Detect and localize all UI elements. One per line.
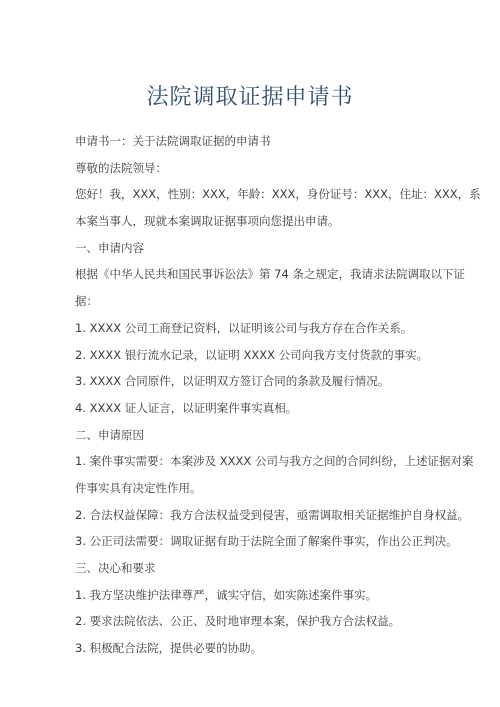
resolve-item-1: 1. 我方坚决维护法律尊严，诚实守信，如实陈述案件事实。	[75, 587, 378, 602]
request-item-2: 2. XXXX 银行流水记录，以证明 XXXX 公司向我方支付货款的事实。	[75, 347, 429, 362]
request-item-1: 1. XXXX 公司工商登记资料，以证明该公司与我方存在合作关系。	[75, 320, 413, 335]
section-heading-resolve: 三、决心和要求	[75, 561, 156, 575]
salutation: 尊敬的法院领导：	[75, 160, 167, 175]
request-intro-line-1: 根据《中华人民共和国民事诉讼法》第 74 条之规定，我请求法院调取以下证	[75, 267, 465, 282]
intro-line-1: 您好！我，XXX，性别：XXX，年龄：XXX，身份证号：XXX，住址：XXX，系	[75, 187, 481, 202]
reason-item-1-line-2: 件事实具有决定性作用。	[75, 480, 202, 495]
document-title: 法院调取证据申请书	[146, 85, 354, 110]
intro-line-2: 本案当事人，现就本案调取证据事项向您提出申请。	[75, 214, 340, 229]
salutation-heading: 申请书一：关于法院调取证据的申请书	[75, 134, 271, 148]
section-heading-reasons: 二、申请原因	[75, 427, 144, 442]
resolve-item-3: 3. 积极配合法院，提供必要的协助。	[75, 641, 263, 656]
section-heading-request: 一、申请内容	[75, 240, 144, 255]
reason-item-1-line-1: 1. 案件事实需要：本案涉及 XXXX 公司与我方之间的合同纠纷，上述证据对案	[75, 454, 474, 469]
document-body	[75, 128, 481, 662]
reason-item-2: 2. 合法权益保障：我方合法权益受到侵害，亟需调取相关证据维护自身权益。	[75, 507, 470, 522]
reason-item-3: 3. 公正司法需要：调取证据有助于法院全面了解案件事实，作出公正判决。	[75, 534, 458, 549]
request-item-4: 4. XXXX 证人证言，以证明案件事实真相。	[75, 400, 298, 415]
request-intro-line-2: 据：	[75, 294, 98, 309]
request-item-3: 3. XXXX 合同原件，以证明双方签订合同的条款及履行情况。	[75, 374, 390, 389]
resolve-item-2: 2. 要求法院依法、公正、及时地审理本案，保护我方合法权益。	[75, 614, 401, 629]
